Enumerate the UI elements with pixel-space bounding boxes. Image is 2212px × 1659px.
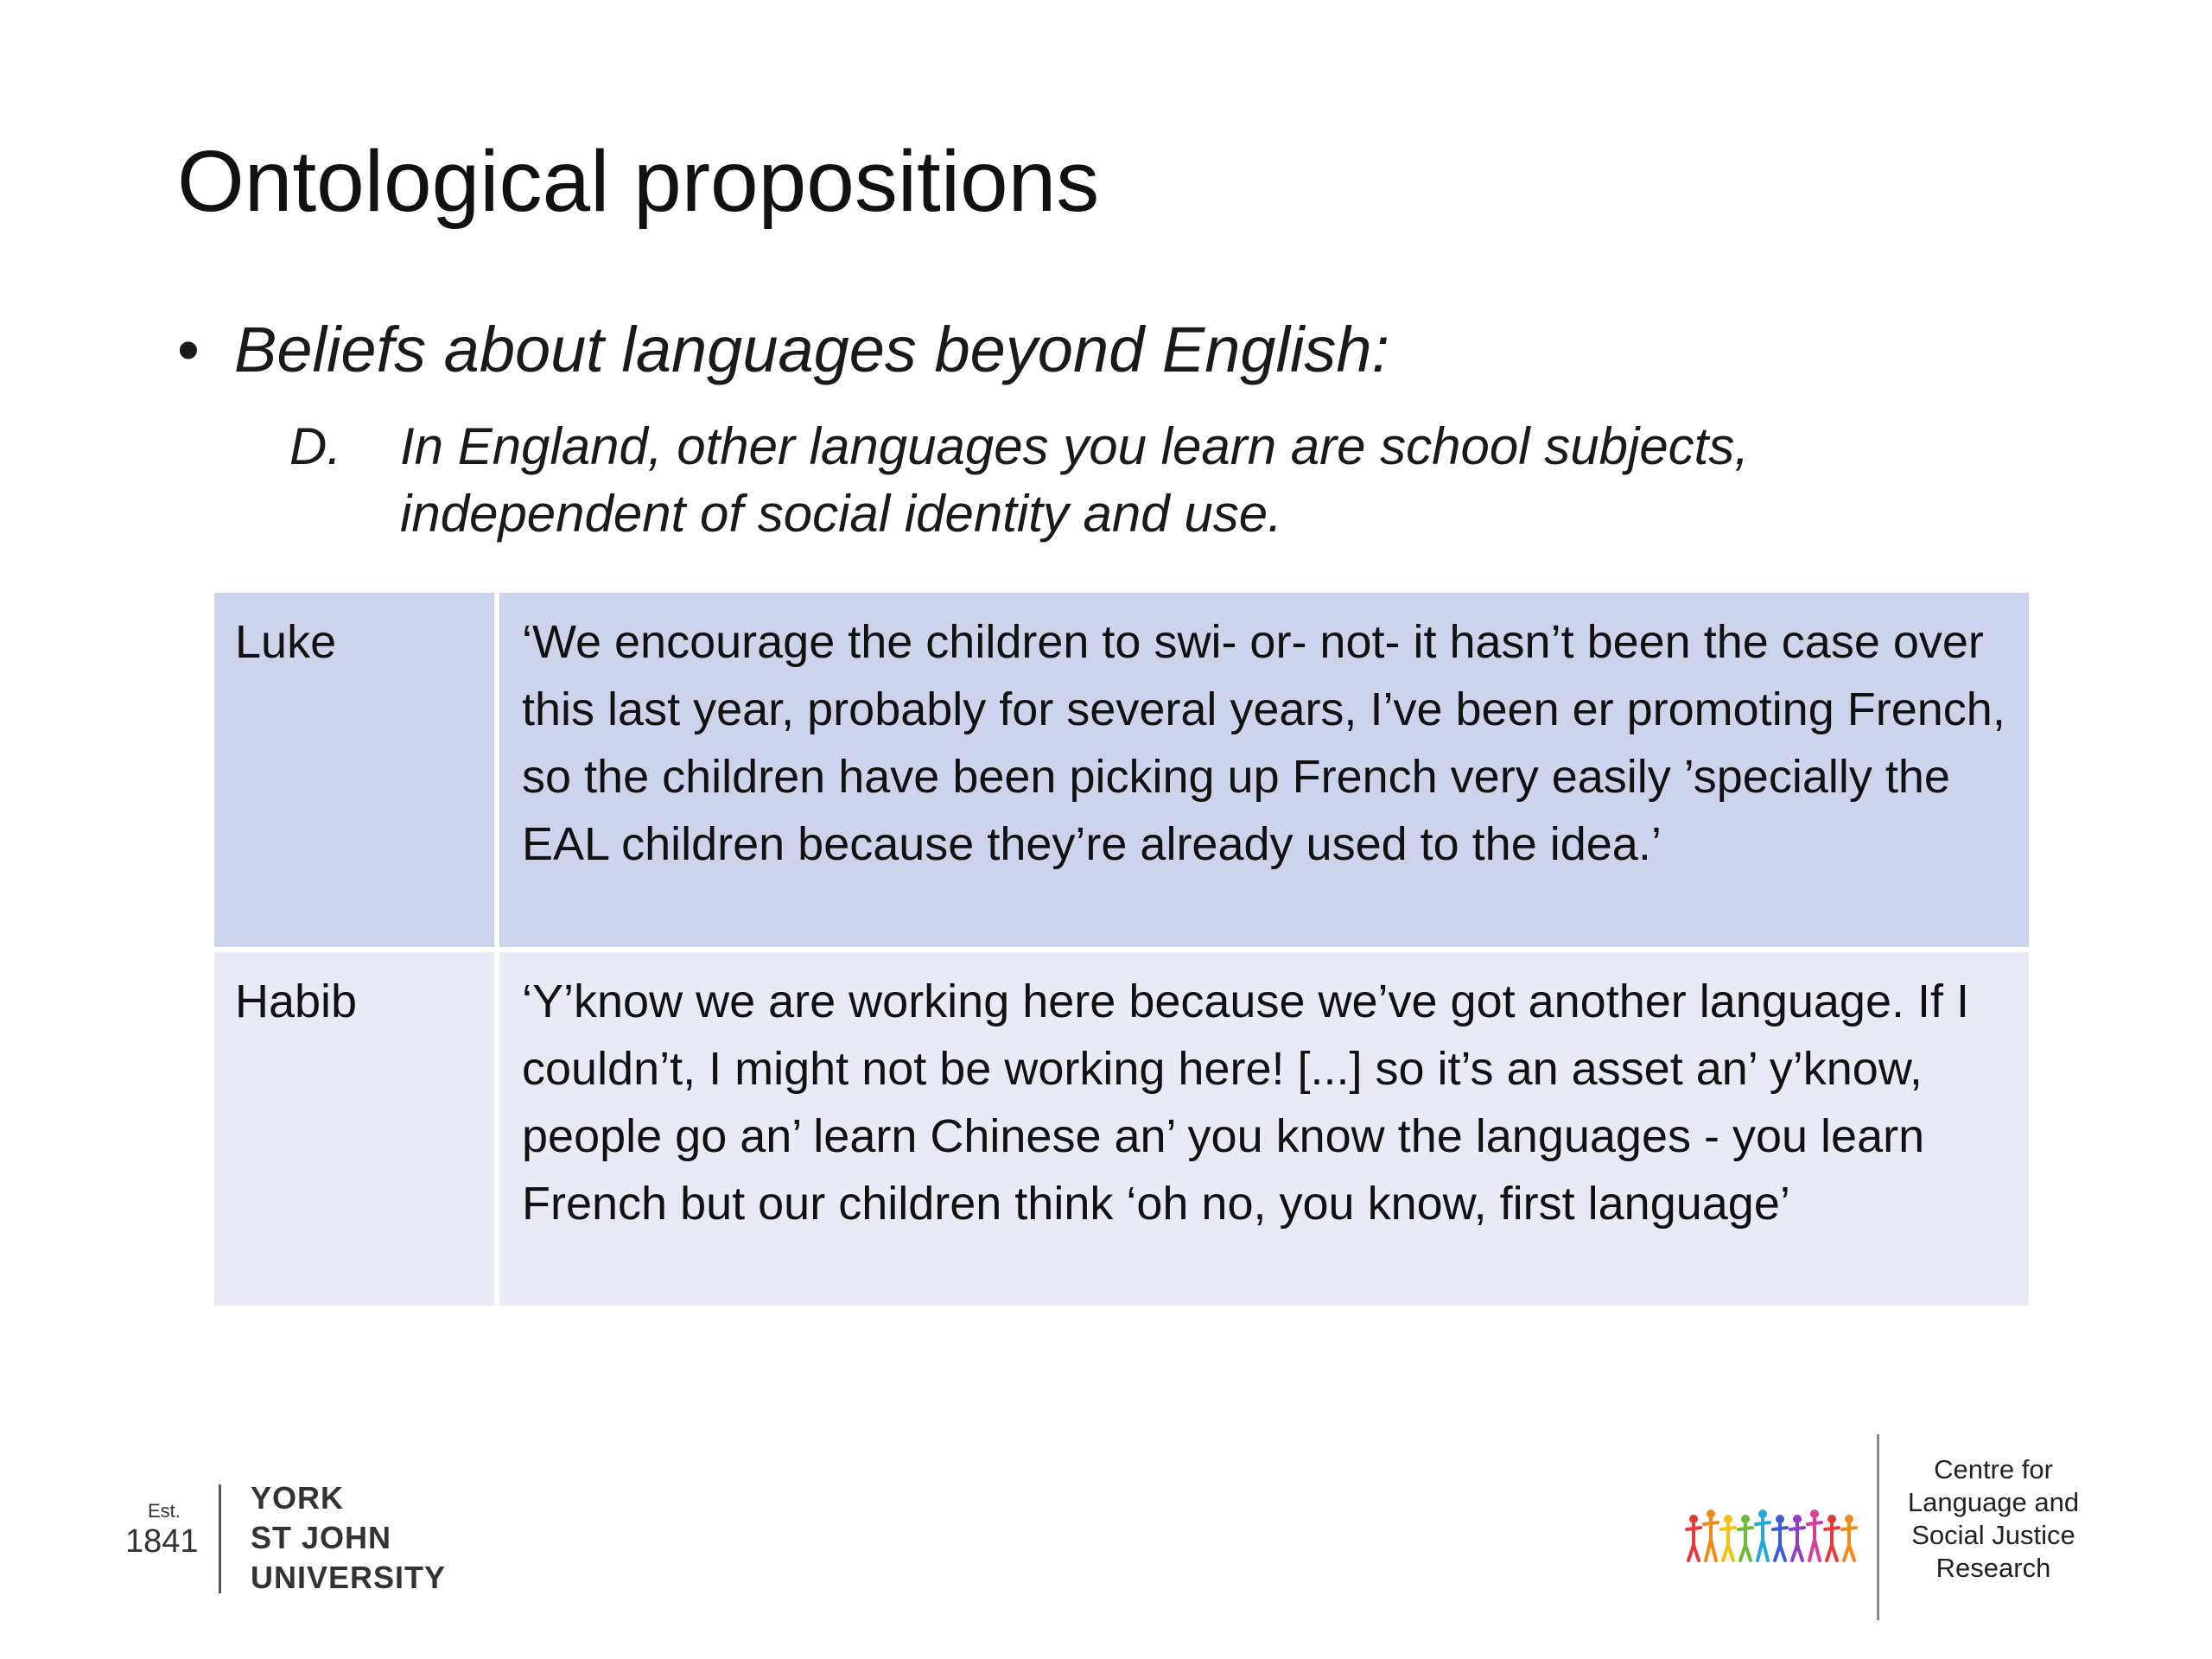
centre-logo: [1685, 1434, 2100, 1624]
university-name-line: ST JOHN: [251, 1520, 392, 1555]
university-name-line: UNIVERSITY: [251, 1560, 447, 1595]
logo-divider: [1877, 1434, 1879, 1620]
person-figure-icon: [1825, 1515, 1839, 1560]
person-figure-icon: [1790, 1515, 1804, 1560]
speaker-name: Habib: [214, 950, 497, 1306]
person-figure-icon: [1808, 1510, 1821, 1560]
centre-name: [1885, 1453, 2101, 1585]
quote-table: [214, 593, 2029, 1306]
speaker-quote: ‘We encourage the children to swi- or- not- it hasn’t been the case over this last year, probably for several years, I’ve been er promoting French, so the children have been picking up French very easily ’specially the EAL children because they’re already used to the idea.’: [497, 593, 2029, 950]
centre-name-line: Centre for: [1934, 1454, 2053, 1484]
person-figure-icon: [1704, 1510, 1718, 1560]
bullet-symbol: •: [177, 314, 200, 385]
person-figure-icon: [1721, 1515, 1735, 1560]
university-name-line: YORK: [251, 1480, 345, 1516]
person-figure-icon: [1738, 1515, 1752, 1560]
slide-title: Ontological propositions: [177, 133, 1100, 230]
table-row: [214, 593, 2029, 950]
centre-name-line: Social Justice: [1911, 1520, 2075, 1550]
bullet-text: Beliefs about languages beyond English:: [234, 314, 1390, 385]
centre-name-line: Research: [1936, 1553, 2051, 1583]
bullet-item: [177, 311, 1389, 389]
logo-divider: [219, 1484, 221, 1593]
speaker-name: Luke: [214, 593, 497, 950]
people-figures-icon: [1685, 1503, 1866, 1573]
person-figure-icon: [1756, 1510, 1770, 1560]
est-label: Est.: [148, 1500, 181, 1522]
est-year: 1841: [125, 1523, 199, 1560]
centre-name-line: Language and: [1907, 1487, 2080, 1517]
york-st-john-logo: [125, 1479, 471, 1600]
person-figure-icon: [1687, 1515, 1700, 1560]
sub-point-text: In England, other languages you learn are school subjects, independent of social identity and use.: [400, 417, 1750, 543]
speaker-quote: ‘Y’know we are working here because we’ve got another language. If I couldn’t, I might not be working here! [...] so it’s an asset an’ y’know, people go an’ learn Chinese an’ you know the languages - you learn French but our children think ‘oh no, you know, first language’: [497, 950, 2029, 1306]
sub-point-marker: D.: [289, 417, 341, 475]
person-figure-icon: [1773, 1515, 1787, 1560]
table-row: [214, 950, 2029, 1306]
person-figure-icon: [1842, 1515, 1856, 1560]
